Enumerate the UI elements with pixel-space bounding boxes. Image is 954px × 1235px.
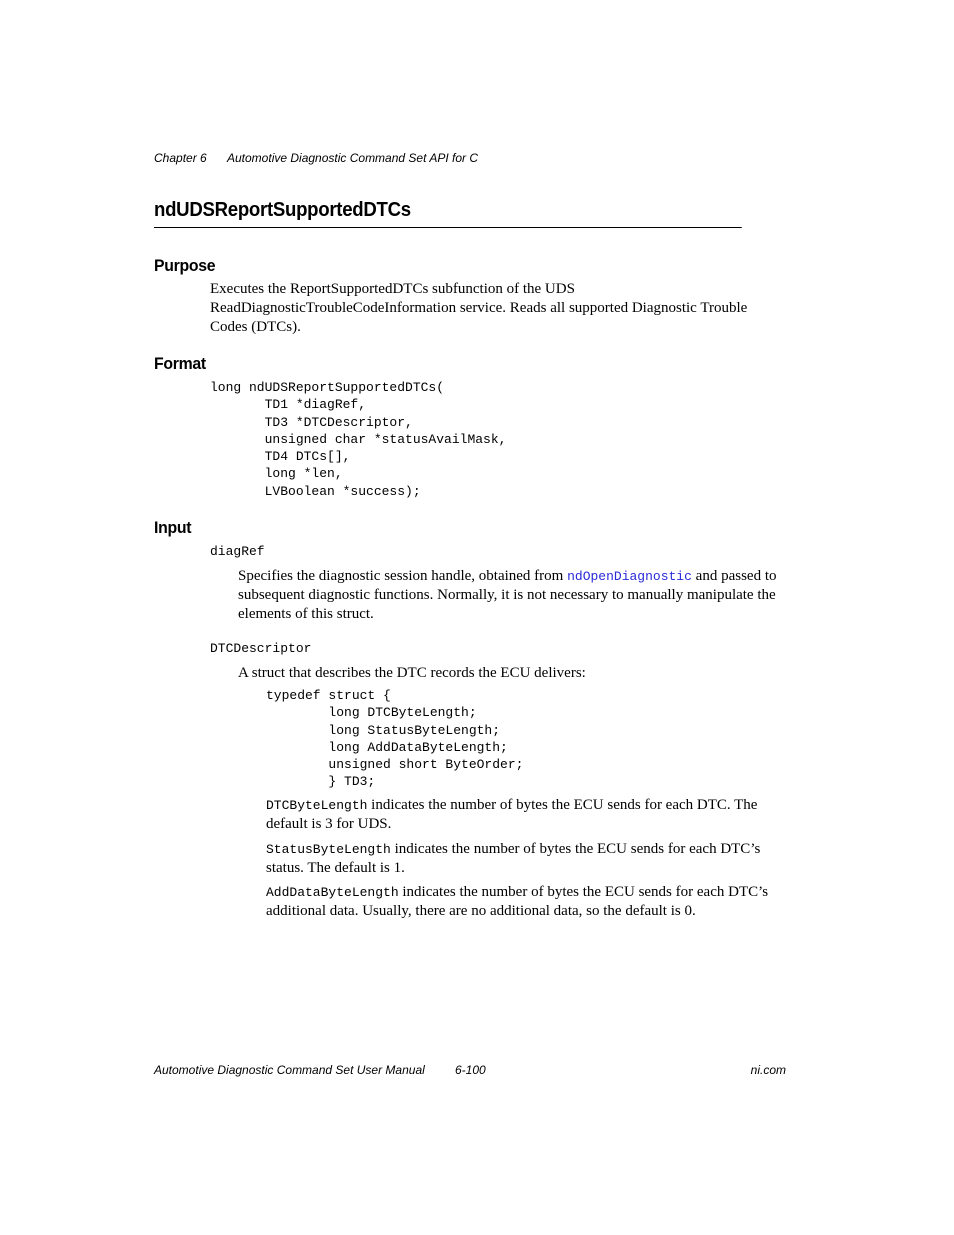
code-line: typedef struct { [266,688,391,703]
code-line: unsigned short ByteOrder; [266,757,524,773]
field-name: StatusByteLength [266,842,391,857]
struct-code [266,687,523,791]
code-line: } TD3; [266,774,376,790]
purpose-text: Executes the ReportSupportedDTCs subfunction of the UDS ReadDiagnosticTroubleCodeInformation service. Reads all supported Diagnostic Trouble Codes (DTCs). [210,281,748,335]
code-line: TD4 DTCs[], [210,449,351,465]
desc-text: Specifies the diagnostic session handle, obtained from [238,568,568,584]
field-text: indicates the number of bytes the ECU sends for each DTC’s additional data. Usually, there are no additional data, so the default is 0. [266,884,769,919]
footer-page-number: 6-100 [455,1063,486,1077]
param-name-diagref: diagRef [210,544,265,559]
field-text: indicates the number of bytes the ECU sends for each DTC. The default is 3 for UDS. [266,797,758,832]
code-line: long *len, [210,466,343,482]
code-line: LVBoolean *success); [210,483,421,499]
footer-site-link[interactable]: ni.com [750,1063,786,1077]
field-desc-statusbytelength [266,840,786,878]
field-desc-dtcbytelength [266,796,786,834]
input-heading: Input [154,518,192,537]
field-text: indicates the number of bytes the ECU sends for each DTC’s status. The default is 1. [266,841,761,876]
param-desc-dtcdescriptor: A struct that describes the DTC records the ECU delivers: [238,665,586,681]
page-title: ndUDSReportSupportedDTCs [154,199,742,228]
purpose-heading: Purpose [154,256,216,275]
code-line: TD1 *diagRef, [210,397,367,413]
code-line: TD3 *DTCDescriptor, [210,414,413,430]
format-heading: Format [154,354,206,373]
param-name-dtcdescriptor: DTCDescriptor [210,641,312,656]
field-name: DTCByteLength [266,798,368,813]
code-line: long ndUDSReportSupportedDTCs( [210,380,445,395]
code-line: long DTCByteLength; [266,705,477,721]
param-desc-diagref [238,567,786,624]
code-line: unsigned char *statusAvailMask, [210,431,507,447]
desc-text: and passed to subsequent diagnostic functions. Normally, it is not necessary to manually manipulate the elements of this struct. [238,568,777,622]
header-chapter: Chapter 6 [154,151,207,165]
field-desc-adddatabytelength [266,883,786,921]
header-section: Automotive Diagnostic Command Set API for C [227,151,478,165]
code-line: long StatusByteLength; [266,722,501,738]
code-line: long AddDataByteLength; [266,739,508,755]
format-code [210,379,506,500]
ndopendiagnostic-link[interactable]: ndOpenDiagnostic [567,569,692,584]
footer-manual: Automotive Diagnostic Command Set User Manual [154,1063,425,1077]
field-name: AddDataByteLength [266,885,399,900]
